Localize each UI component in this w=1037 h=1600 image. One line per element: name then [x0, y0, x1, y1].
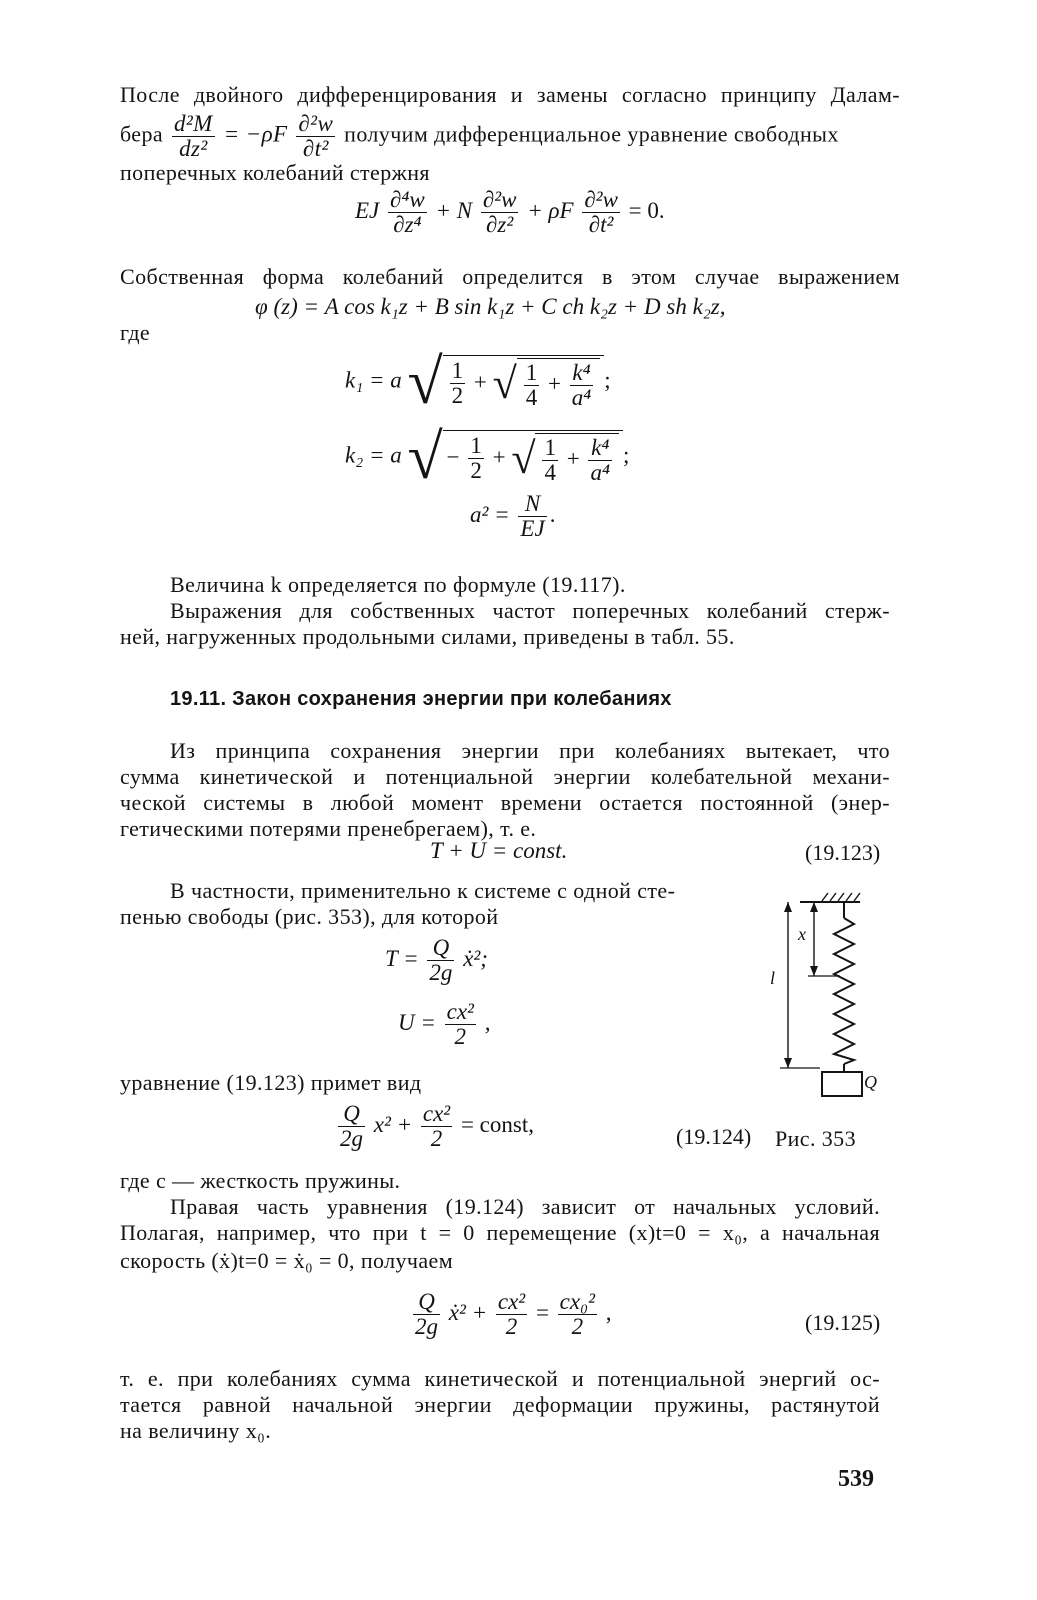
frac-d4w: $\frac{\text{∂⁴w}}{\text{∂z⁴}}$ [390, 187, 425, 237]
text-bera: бера [120, 121, 164, 147]
equation-T: T = $\frac{Q}{2g}$ ẋ²; [385, 935, 488, 985]
text-where: где [120, 320, 151, 345]
paragraph-conclusion-line1: т. е. при колебаниях сумма кинетической и потенциальной энергий ос- [120, 1366, 880, 1391]
paragraph-intro-line1: После двойного дифференцирования и замены согласно принципу Далам- [120, 82, 900, 107]
equation-k2: k₂ = a √ − $\frac{1}{2}$ + √ $\frac{1}{4}$ + $\frac{\text{k⁴}}{\text{a⁴}}$ ; [345, 421, 630, 492]
text-equals-rhoF: = −ρF [223, 121, 288, 147]
paragraph-energy-line4: гетическими потерями пренебрегаем), т. е. [120, 816, 537, 841]
paragraph-initial-line1: Правая часть уравнения (19.124) зависит от начальных условий. [170, 1194, 880, 1219]
equation-phi: φ (z) = A cos k₁z + B sin k₁z + C ch k₂z + D sh k₂z, [255, 294, 726, 319]
paragraph-k-line3: ней, нагруженных продольными силами, приведены в табл. 55. [120, 624, 735, 649]
equation-number-19-125: (19.125) [805, 1310, 881, 1335]
paragraph-initial-line3: скорость (ẋ)t=0 = ẋ₀ = 0, получаем [120, 1248, 454, 1273]
equation-pde: EJ $\frac{\text{∂⁴w}}{\text{∂z⁴}}$ + N $\frac{\text{∂²w}}{\text{∂z²}}$ + ρF $\frac{\text{∂²w}}{\text{∂t²}}$ = 0. [355, 187, 665, 237]
page-number: 539 [838, 1466, 874, 1492]
equation-19-125: $\frac{Q}{2g}$ ẋ² + $\frac{\text{cx²}}{2}$ = $\frac{\text{cx₀²}}{2}$ , [415, 1289, 612, 1339]
paragraph-energy-line3: ческой системы в любой момент времени остается постоянной (энер- [120, 790, 890, 815]
section-heading: 19.11. Закон сохранения энергии при колебаниях [170, 688, 672, 710]
paragraph-eigenform: Собственная форма колебаний определится в этом случае выражением [120, 264, 900, 289]
paragraph-k-line1: Величина k определяется по формуле (19.117). [170, 572, 626, 597]
radical-sign: √ [407, 346, 443, 417]
equation-a2: a² = $\frac{N}{EJ}$ . [470, 491, 556, 541]
paragraph-intro-line2 [120, 112, 900, 161]
figure-caption: Рис. 353 [775, 1126, 856, 1151]
paragraph-intro-line3: поперечных колебаний стержня [120, 160, 430, 185]
figure-label-x: x [798, 924, 806, 944]
paragraph-k-line2: Выражения для собственных частот поперечных колебаний стерж- [170, 598, 890, 623]
text-poluchim: получим дифференциальное уравнение свободных [344, 121, 839, 147]
frac-d2w-dz2: $\frac{\text{∂²w}}{\text{∂z²}}$ [482, 187, 517, 237]
equation-k1: k₁ = a √ $\frac{1}{2}$ + √ $\frac{1}{4}$ + $\frac{\text{k⁴}}{\text{a⁴}}$ ; [345, 346, 611, 417]
equation-number-19-123: (19.123) [805, 840, 881, 865]
fraction-d2w-dt2: $\frac{\text{∂²w}}{\text{∂t²}}$ [298, 111, 334, 161]
paragraph-single-dof-line2: пенью свободы (рис. 353), для которой [120, 904, 499, 929]
paragraph-conclusion-line3: на величину x₀. [120, 1418, 272, 1443]
figure-353 [770, 888, 880, 1098]
paragraph-stiffness: где c — жесткость пружины. [120, 1168, 401, 1193]
frac-d2w-dt2: $\frac{\text{∂²w}}{\text{∂t²}}$ [584, 187, 618, 237]
equation-19-123: T + U = const. [430, 838, 568, 863]
paragraph-single-dof-line1: В частности, применительно к системе с одной сте- [170, 878, 676, 903]
fraction-d2m-dz2: $\frac{\text{d²M}}{\text{dz²}}$ [173, 111, 213, 161]
paragraph-initial-line2: Полагая, например, что при t = 0 перемещение (x)t=0 = x₀, а начальная [120, 1220, 880, 1245]
paragraph-eq-form: уравнение (19.123) примет вид [120, 1070, 422, 1095]
paragraph-energy-line1: Из принципа сохранения энергии при колебаниях вытекает, что [170, 738, 890, 763]
equation-19-124: $\frac{Q}{2g}$ x² + $\frac{\text{cx²}}{2}$ = const, [340, 1101, 534, 1151]
paragraph-energy-line2: сумма кинетической и потенциальной энергии колебательной механи- [120, 764, 890, 789]
equation-U: U = $\frac{\text{cx²}}{2}$ , [398, 999, 491, 1049]
equation-number-19-124: (19.124) [676, 1124, 752, 1149]
spring-mass-diagram [770, 888, 880, 1098]
figure-label-q: Q [864, 1072, 877, 1092]
paragraph-conclusion-line2: тается равной начальной энергии деформации пружины, растянутой [120, 1392, 880, 1417]
figure-label-l: l [770, 968, 776, 988]
